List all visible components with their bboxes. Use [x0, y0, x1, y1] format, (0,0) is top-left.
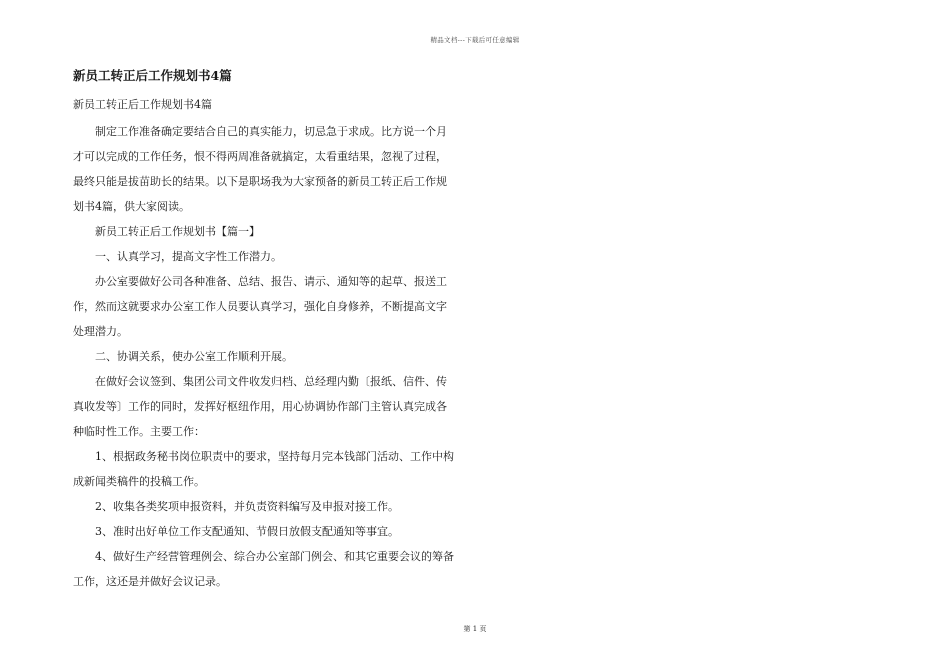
paragraph-line: 1、根据政务秘书岗位职责中的要求，坚持每月完本钱部门活动、工作中构: [95, 450, 454, 463]
paragraph: [73, 219, 468, 244]
paragraph: [73, 544, 468, 594]
paragraph-list: [73, 119, 468, 594]
paragraph-line: 成新闻类稿件的投稿工作。: [73, 475, 205, 488]
document-subtitle: 新员工转正后工作规划书4篇: [73, 98, 212, 111]
paragraph: [73, 369, 468, 444]
paragraph: [73, 269, 468, 344]
document-body: [73, 68, 468, 594]
paragraph-line: 真收发等〕工作的同时，发挥好枢纽作用，用心协调协作部门主管认真完成各: [73, 400, 447, 413]
page-number: 第 1 页: [463, 625, 487, 633]
paragraph-line: 划书4篇，供大家阅读。: [73, 200, 190, 213]
paragraph: [73, 244, 468, 269]
paragraph-line: 2、收集各类奖项申报资料，并负责资料编写及申报对接工作。: [95, 500, 399, 513]
paragraph-line: 二、协调关系，使办公室工作顺利开展。: [95, 350, 293, 363]
paragraph: [73, 344, 468, 369]
paragraph: [73, 494, 468, 519]
paragraph-line: 4、做好生产经营管理例会、综合办公室部门例会、和其它重要会议的筹备: [95, 550, 454, 563]
paragraph-line: 作，然而这就要求办公室工作人员要认真学习，强化自身修养，不断提高文字: [73, 300, 447, 313]
paragraph-line: 种临时性工作。主要工作：: [73, 425, 205, 438]
paragraph-line: 才可以完成的工作任务，恨不得两周准备就搞定，太看重结果，忽视了过程，: [73, 150, 447, 163]
paragraph: [73, 519, 468, 544]
document-title: 新员工转正后工作规划书4篇: [73, 68, 232, 83]
paragraph-line: 一、认真学习，提高文字性工作潜力。: [95, 250, 282, 263]
paragraph-line: 工作，这还是并做好会议记录。: [73, 575, 227, 588]
paragraph: [73, 119, 468, 219]
paragraph-line: 制定工作准备确定要结合自己的真实能力，切忌急于求成。比方说一个月: [95, 125, 447, 138]
paragraph-line: 办公室要做好公司各种准备、总结、报告、请示、通知等的起草、报送工: [95, 275, 447, 288]
paragraph-line: 新员工转正后工作规划书【篇一】: [95, 225, 260, 238]
paragraph-line: 最终只能是拔苗助长的结果。以下是职场我为大家预备的新员工转正后工作规: [73, 175, 447, 188]
header-note: 精品文档---下载后可任意编辑: [430, 36, 520, 44]
paragraph: [73, 444, 468, 494]
paragraph-line: 在做好会议签到、集团公司文件收发归档、总经理内勤〔报纸、信件、传: [95, 375, 447, 388]
paragraph-line: 处理潜力。: [73, 325, 128, 338]
paragraph-line: 3、准时出好单位工作支配通知、节假日放假支配通知等事宜。: [95, 525, 399, 538]
